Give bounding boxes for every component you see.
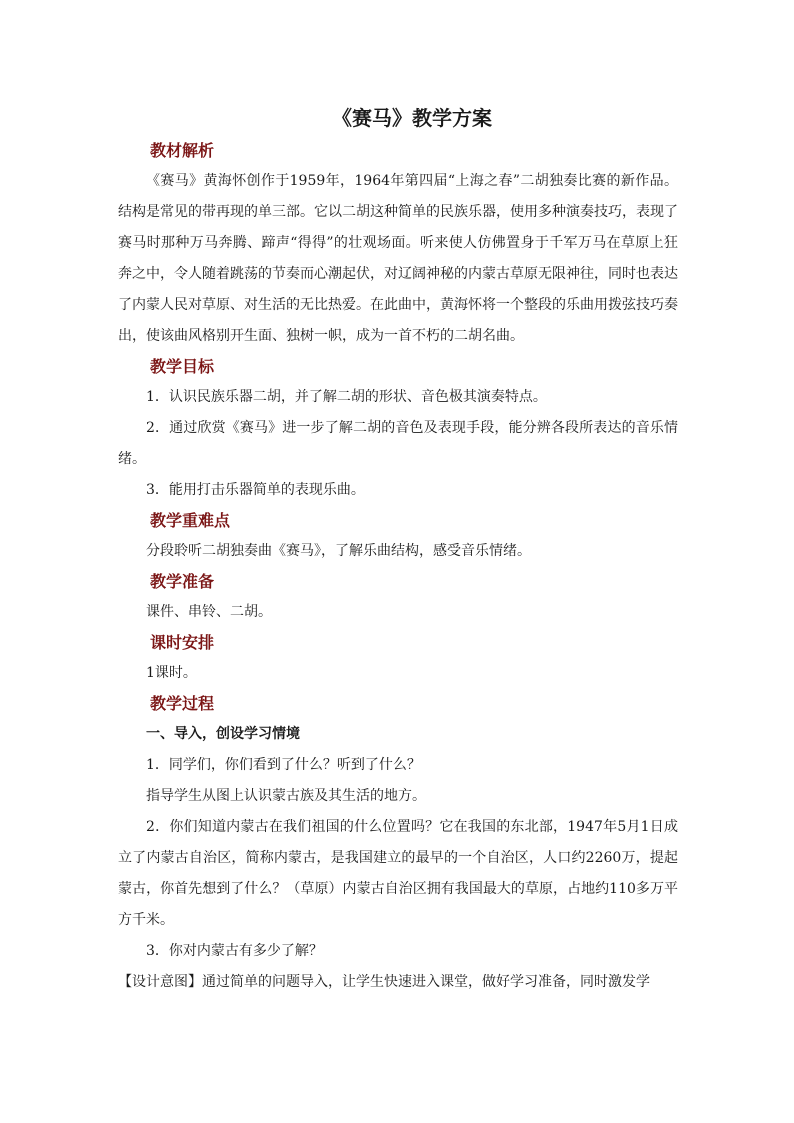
schedule-text: 1课时。	[146, 665, 197, 681]
process-question-2: 2．你们知道内蒙古在我们祖国的什么位置吗？它在我国的东北部，1947年5月1日成立了内蒙古自治区，简称内蒙古，是我国建立的最早的一个自治区，人口约2260万，提起蒙古，你首先想到了什么？（草原）内蒙古自治区拥有我国最大的草原，占地约110多万平方千米。	[118, 819, 678, 928]
process-question-1-note: 指导学生从图上认识蒙古族及其生活的地方。	[146, 788, 426, 804]
document-page	[118, 100, 678, 998]
process-question-1: 1．同学们，你们看到了什么？听到了什么？	[146, 757, 421, 773]
heading-process: 教学过程	[150, 694, 215, 713]
heading-analysis: 教材解析	[150, 141, 215, 160]
goal-item-1: 1．认识民族乐器二胡，并了解二胡的形状、音色极其演奏特点。	[146, 389, 547, 405]
heading-schedule: 课时安排	[150, 633, 215, 652]
heading-prep: 教学准备	[150, 572, 215, 591]
goal-item-3: 3．能用打击乐器简单的表现乐曲。	[146, 482, 365, 498]
analysis-paragraph: 《赛马》黄海怀创作于1959年，1964年第四届“上海之春”二胡独奏比赛的新作品。结构是常见的带再现的单三部。它以二胡这种简单的民族乐器，使用多种演奏技巧，表现了赛马时那种万马奔腾、蹄声“得得”的壮观场面。听来使人仿佛置身于千军万马在草原上狂奔之中，令人随着跳荡的节奏而心潮起伏，对辽阔神秘的内蒙古草原无限神往，同时也表达了内蒙人民对草原、对生活的无比热爱。在此曲中，黄海怀将一个整段的乐曲用拨弦技巧奏出，使该曲风格别开生面、独树一帜，成为一首不朽的二胡名曲。	[118, 173, 678, 344]
process-subheading-intro: 一、导入，创设学习情境	[146, 726, 300, 742]
heading-keypoints: 教学重难点	[150, 511, 231, 530]
document-title: 《赛马》教学方案	[332, 106, 492, 130]
prep-text: 课件、串铃、二胡。	[146, 604, 272, 620]
heading-goals: 教学目标	[150, 357, 215, 376]
keypoints-text: 分段聆听二胡独奏曲《赛马》，了解乐曲结构，感受音乐情绪。	[146, 543, 531, 559]
process-question-3: 3．你对内蒙古有多少了解？	[146, 943, 323, 959]
goal-item-2: 2．通过欣赏《赛马》进一步了解二胡的音色及表现手段，能分辨各段所表达的音乐情绪。	[118, 420, 678, 467]
process-design-note: 【设计意图】通过简单的问题导入，让学生快速进入课堂，做好学习准备，同时激发学	[118, 974, 650, 990]
